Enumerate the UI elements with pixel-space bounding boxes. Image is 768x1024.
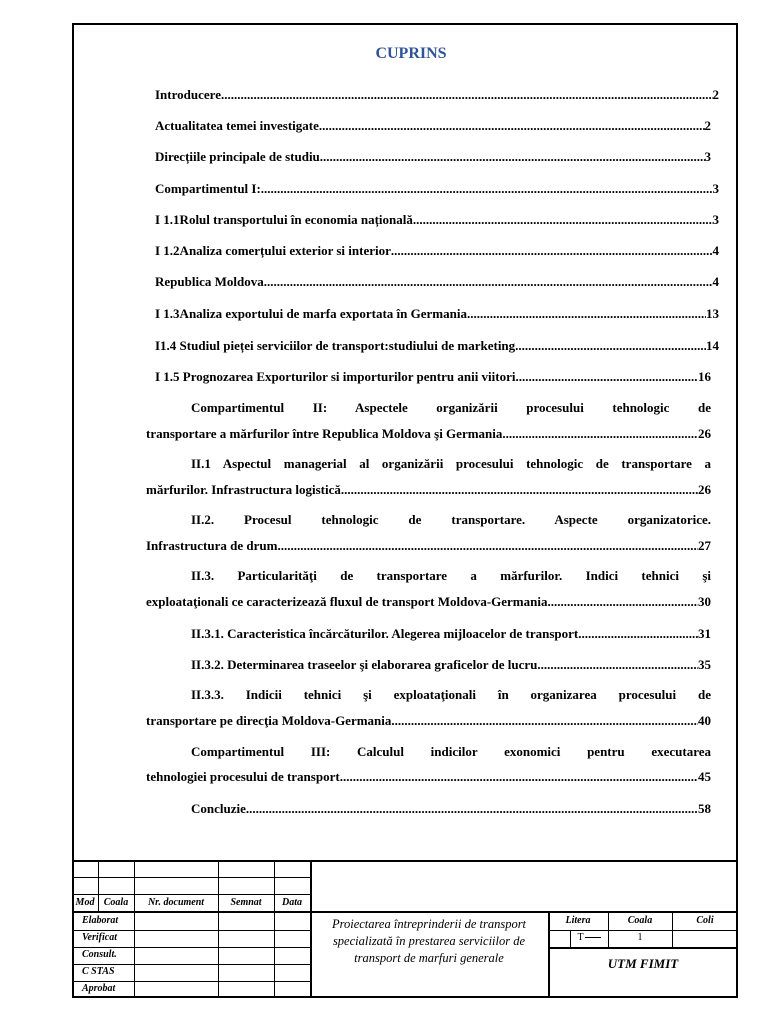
toc-entry-ii-2-line1[interactable]: II.2. Procesul tehnologic de transportare. Aspecte organizatorice. (191, 512, 711, 527)
toc-entry-title: mărfurilor. Infrastructura logistică (146, 482, 341, 497)
toc-entry-compartimentul-2-line2[interactable] (146, 426, 711, 442)
toc-entry-page: 27 (698, 538, 711, 553)
toc-entry-title: I 1.1Rolul transportului în economia națională (155, 212, 413, 227)
toc-entry-page: 26 (698, 426, 711, 441)
toc-entry-title: exploataţionali ce caracterizează fluxul de transport Moldova-Germania (146, 594, 548, 609)
toc-entry-page: 3 (704, 149, 711, 164)
coala-value: 1 (637, 932, 643, 943)
rule (72, 860, 738, 862)
toc-entry-ii-1-line1[interactable]: II.1 Aspectul managerial al organizării procesului tehnologic de transportare a (191, 456, 711, 471)
toc-entry-page: 40 (698, 713, 711, 728)
rule (274, 860, 275, 998)
litera-label: Litera (565, 915, 591, 926)
toc-entry-ii-3-line2[interactable] (146, 594, 711, 610)
toc-entry-page: 4 (712, 274, 719, 289)
toc-entry-page: 3 (712, 212, 719, 227)
toc-entry-concluzie[interactable] (191, 801, 711, 817)
toc-entry-title: I 1.5 Prognozarea Exporturilor si importurilor pentru anii viitori (155, 369, 516, 384)
toc-entry-title: I1.4 Studiul pieței serviciilor de transport:studiului de marketing (155, 338, 516, 353)
toc-entry-title: Republica Moldova (155, 274, 264, 289)
toc-entry-title: I 1.3Analiza exportului de marfa exportata în Germania (155, 306, 467, 321)
row-aprobat-label: Aprobat (82, 983, 116, 994)
toc-entry-page: 13 (706, 306, 719, 321)
toc-entry-i-1-5[interactable] (155, 369, 711, 385)
organization-name: UTM FIMIT (607, 956, 679, 971)
toc-entry-page: 30 (698, 594, 711, 609)
toc-entry-title: II.3.2. Determinarea traseelor şi elaborarea graficelor de lucru (191, 657, 538, 672)
litera-dash (585, 937, 601, 938)
toc-entry-ii-3-2[interactable] (191, 657, 711, 673)
toc-entry-page: 45 (698, 769, 711, 784)
toc-entry-introducere[interactable] (155, 87, 719, 103)
toc-entry-directii[interactable] (155, 149, 711, 165)
toc-entry-title: transportare pe direcţia Moldova-Germania (146, 713, 392, 728)
rule (570, 930, 571, 947)
toc-entry-title: Introducere (155, 87, 221, 102)
row-verificat-label: Verificat (82, 932, 117, 943)
toc-entry-title: II.3.1. Caracteristica încărcăturilor. Alegerea mijloacelor de transport (191, 626, 579, 641)
toc-entry-title: Infrastructura de drum (146, 538, 278, 553)
toc-entry-page: 2 (704, 118, 711, 133)
toc-entry-republica-moldova[interactable] (155, 274, 719, 290)
toc-entry-compartimentul-1[interactable] (155, 181, 719, 197)
title-block (72, 860, 738, 998)
toc-entry-title: I 1.2Analiza comerțului exterior si interior (155, 243, 391, 258)
toc-entry-ii-3-1[interactable] (191, 626, 711, 642)
toc-entry-title: transportare a mărfurilor între Republica Moldova şi Germania (146, 426, 503, 441)
toc-entry-page: 4 (712, 243, 719, 258)
toc-entry-i-1-3[interactable] (155, 306, 719, 322)
litera-value-text: T (577, 932, 584, 943)
rule (548, 930, 738, 931)
col-data-label: Data (282, 897, 302, 908)
project-description: Proiectarea întreprinderii de transport specializată în prestarea serviciilor de transport de marfuri generale (331, 917, 527, 965)
toc-entry-i-1-2[interactable] (155, 243, 719, 259)
toc-entry-page: 26 (698, 482, 711, 497)
toc-entry-page: 31 (698, 626, 711, 641)
toc-entry-page: 3 (712, 181, 719, 196)
toc-entry-ii-3-line1[interactable]: II.3. Particularităţi de transportare a mărfurilor. Indici tehnici şi (191, 568, 711, 583)
toc-entry-ii-2-line2[interactable] (146, 538, 711, 554)
coala-label: Coala (627, 915, 653, 926)
row-consult-label: Consult. (82, 949, 117, 960)
toc-entry-page: 58 (698, 801, 711, 816)
coli-label: Coli (696, 915, 714, 926)
toc-entry-ii-1-line2[interactable] (146, 482, 711, 498)
toc-entry-compartimentul-2-line1[interactable]: Compartimentul II: Aspectele organizării procesului tehnologic de (191, 400, 711, 415)
toc-entry-page: 2 (712, 87, 719, 102)
toc-entry-i-1-1[interactable] (155, 212, 719, 228)
rule (218, 860, 219, 998)
toc-entry-ii-3-3-line1[interactable]: II.3.3. Indicii tehnici şi exploataţionali în organizarea procesului de (191, 687, 711, 702)
toc-entry-actualitate[interactable] (155, 118, 711, 134)
col-semnat-label: Semnat (230, 897, 262, 908)
rule (134, 860, 135, 998)
col-coala-label: Coala (103, 897, 129, 908)
row-c-stas-label: C STAS (82, 966, 115, 977)
toc-entry-title: tehnologiei procesului de transport (146, 769, 340, 784)
toc-entry-title: Direcțiile principale de studiu (155, 149, 320, 164)
toc-entry-compartimentul-3-line2[interactable] (146, 769, 711, 785)
toc-entry-page: 16 (698, 369, 711, 384)
toc-entry-page: 14 (706, 338, 719, 353)
rule (72, 911, 738, 913)
toc-entry-i-1-4[interactable] (155, 338, 719, 354)
toc-entry-compartimentul-3-line1[interactable]: Compartimentul III: Calculul indicilor exonomici pentru executarea (191, 744, 711, 759)
col-mod-label: Mod (75, 897, 95, 908)
toc-entry-page: 35 (698, 657, 711, 672)
toc-entry-title: Actualitatea temei investigate (155, 118, 319, 133)
toc-entry-title: Compartimentul I: (155, 181, 261, 196)
row-elaborat-label: Elaborat (82, 915, 119, 926)
toc-entry-title: Concluzie (191, 801, 246, 816)
page-title: CUPRINS (375, 45, 447, 62)
col-nr-document-label: Nr. document (147, 897, 205, 908)
litera-value (572, 932, 606, 943)
toc-entry-ii-3-3-line2[interactable] (146, 713, 711, 729)
rule (548, 947, 738, 949)
page-frame (72, 23, 738, 998)
